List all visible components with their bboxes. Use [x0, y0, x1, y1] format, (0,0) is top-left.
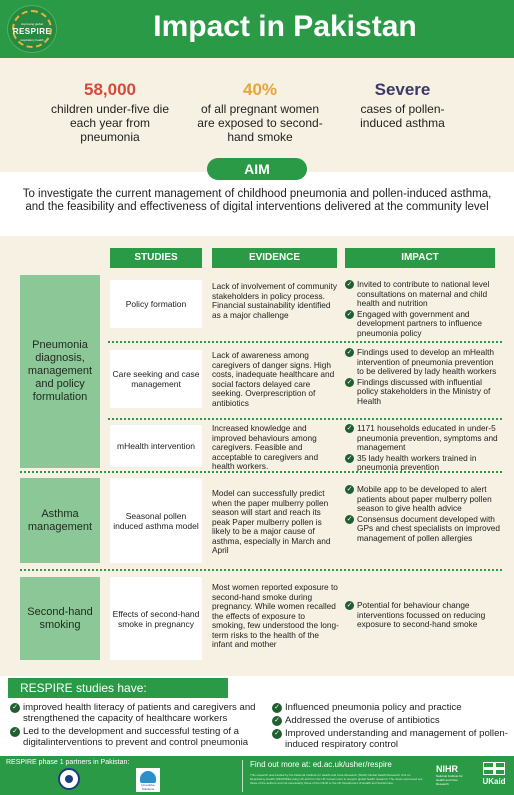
check-icon: ✓ — [346, 310, 353, 318]
row-divider — [108, 418, 502, 420]
check-icon: ✓ — [346, 378, 353, 386]
check-icon: ✓ — [346, 425, 353, 432]
aim-text: To investigate the current management of childhood pneumonia and pollen-induced asthma, and the feasibility and effectiveness of digital interventions delivered at the community level — [22, 188, 492, 213]
studies-have-right — [272, 702, 508, 752]
evidence-second-hand-smoke: Most women reported exposure to second-hand smoke during pregnancy. While women recalled the effects of exposure to smoking, few understood the long-term risks to the health of the infant and mother — [212, 582, 339, 649]
impact-item: ✓ 35 lady health workers trained in pneumonia prevention — [346, 452, 477, 472]
evidence-pollen-model: Model can successfully predict when the paper mulberry pollen season will start and reach its peak Paper mulberry pollen is likely to be a major cause of asthma, especially in March and April — [212, 488, 331, 555]
impact-mhealth — [345, 424, 501, 474]
footer-divider — [242, 760, 243, 792]
impact-policy-formation — [345, 280, 501, 339]
header-impact: IMPACT — [345, 248, 495, 268]
impact-item: ✓ Engaged with government and development partners to influence pneumonia policy — [346, 308, 482, 338]
nihr-logo: NIHR National Institute for Health and Care Research — [436, 764, 463, 786]
check-icon: ✓ — [272, 703, 282, 713]
stat-value: 40% — [242, 80, 278, 99]
study-pollen-model: Seasonal pollen induced asthma model — [110, 478, 202, 563]
stat-text: cases of pollen-induced asthma — [360, 102, 445, 130]
row-divider — [108, 341, 502, 343]
group-asthma: Asthma management — [20, 478, 100, 563]
check-icon: ✓ — [272, 729, 282, 739]
evidence-mhealth: Increased knowledge and improved behaviours among caregivers. Feasible and acceptable to caregivers and health workers. — [212, 423, 319, 471]
list-item: ✓ Led to the development and successful testing of a digitalinterventions to prevent and control pneumonia — [10, 726, 262, 748]
check-icon: ✓ — [346, 349, 353, 356]
impact-item: ✓ Consensus document developed with GPs and chest specialists on improved management of pollen allergies — [346, 513, 500, 543]
logo-tagline-top: improving global — [21, 22, 43, 26]
study-mhealth: mHealth intervention — [110, 425, 202, 467]
studies-have-left — [10, 702, 262, 750]
find-out-more-link[interactable]: Find out more at: ed.ac.uk/usher/respire — [250, 760, 392, 769]
impact-item: ✓ Findings discussed with influential policy stakeholders in the Ministry of Health — [346, 376, 491, 406]
evidence-policy-formation: Lack of involvement of community stakeholders in policy process. Financial sustainability identified as a major challenge — [212, 281, 337, 320]
impact-item: ✓ Findings used to develop an mHealth intervention of pneumonia prevention to be delivered by lady health workers — [346, 347, 497, 376]
evidence-care-seeking: Lack of awareness among caregivers of danger signs. High costs, inadequate healthcare and social factors delayed care seeking. Overprescription of antibiotics — [212, 350, 335, 408]
partner-seal-logo — [58, 768, 80, 790]
list-item: ✓ Influenced pneumonia policy and practice — [272, 702, 508, 713]
logo-tagline-bottom: respiratory health — [20, 38, 44, 42]
header-evidence: EVIDENCE — [212, 248, 337, 268]
group-second-hand-smoking: Second-hand smoking — [20, 577, 100, 660]
study-care-seeking: Care seeking and case management — [110, 350, 202, 408]
check-icon: ✓ — [10, 703, 20, 713]
respire-logo — [7, 5, 57, 53]
stat-text: children under-five die each year from pneumonia — [50, 102, 170, 144]
check-icon: ✓ — [272, 716, 282, 726]
impact-second-hand-smoke — [345, 601, 501, 631]
studies-have-title: RESPIRE studies have: — [8, 678, 228, 698]
list-item: ✓ Addressed the overuse of antibiotics — [272, 715, 508, 726]
impact-item: ✓ Invited to contribute to national level consultations on maternal and child health and nutrition — [346, 279, 490, 308]
funding-fine-print: This research was funded by the National Institute for Health and Care Research (NIHR) Global Health Research Unit on Respiratory Health (RESPIRE) using UK aid from the UK Government to support global health research. The views expressed are those of the authors and not necessarily those of the NIHR or the UK Department of Health and Social Care. — [250, 773, 423, 785]
check-icon: ✓ — [346, 515, 353, 523]
stat-second-hand-smoke — [195, 80, 325, 144]
impact-pollen-model — [345, 485, 501, 544]
impact-item: ✓ Potential for behaviour change interventions focussed on reducing exposure to second-hand smoke — [346, 600, 486, 629]
group-divider — [20, 471, 502, 473]
list-item: ✓ Improved understanding and management of pollen-induced respiratory control — [272, 728, 508, 750]
stat-asthma — [345, 80, 460, 130]
impact-item: ✓ Mobile app to be developed to alert patients about paper mulberry pollen season to give health advice — [346, 484, 492, 513]
group-pneumonia: Pneumonia diagnosis, management and policy formulation — [20, 275, 100, 468]
study-second-hand-smoke: Effects of second-hand smoke in pregnancy — [110, 577, 202, 660]
stat-text: of all pregnant women are exposed to second-hand smoke — [197, 102, 323, 144]
impact-item: ✓ 1171 households educated in under-5 pneumonia prevention, symptoms and management — [346, 423, 498, 452]
stat-value: 58,000 — [84, 80, 136, 99]
header-studies: STUDIES — [110, 248, 202, 268]
union-flag-icon — [483, 762, 505, 775]
stat-value: Severe — [374, 80, 431, 99]
aim-label: AIM — [207, 158, 307, 180]
ukaid-logo: UKaid — [480, 762, 508, 790]
check-icon: ✓ — [346, 486, 353, 493]
check-icon: ✓ — [346, 602, 353, 609]
logo-name: RESPIRE — [12, 27, 52, 36]
check-icon: ✓ — [10, 727, 20, 737]
impact-care-seeking — [345, 348, 501, 407]
header-bar — [0, 0, 514, 58]
study-policy-formation: Policy formation — [110, 280, 202, 328]
partners-label: RESPIRE phase 1 partners in Pakistan: — [6, 759, 130, 766]
check-icon: ✓ — [346, 454, 353, 462]
group-divider — [20, 569, 502, 571]
stat-pneumonia-deaths — [45, 80, 175, 144]
check-icon: ✓ — [346, 281, 353, 288]
page-title: Impact in Pakistan — [153, 10, 417, 43]
list-item: ✓ improved health literacy of patients and caregivers and strengthened the capacity of healthcare workers — [10, 702, 262, 724]
partner-innovative-solutions-logo: Innovative Solutions — [136, 768, 160, 792]
